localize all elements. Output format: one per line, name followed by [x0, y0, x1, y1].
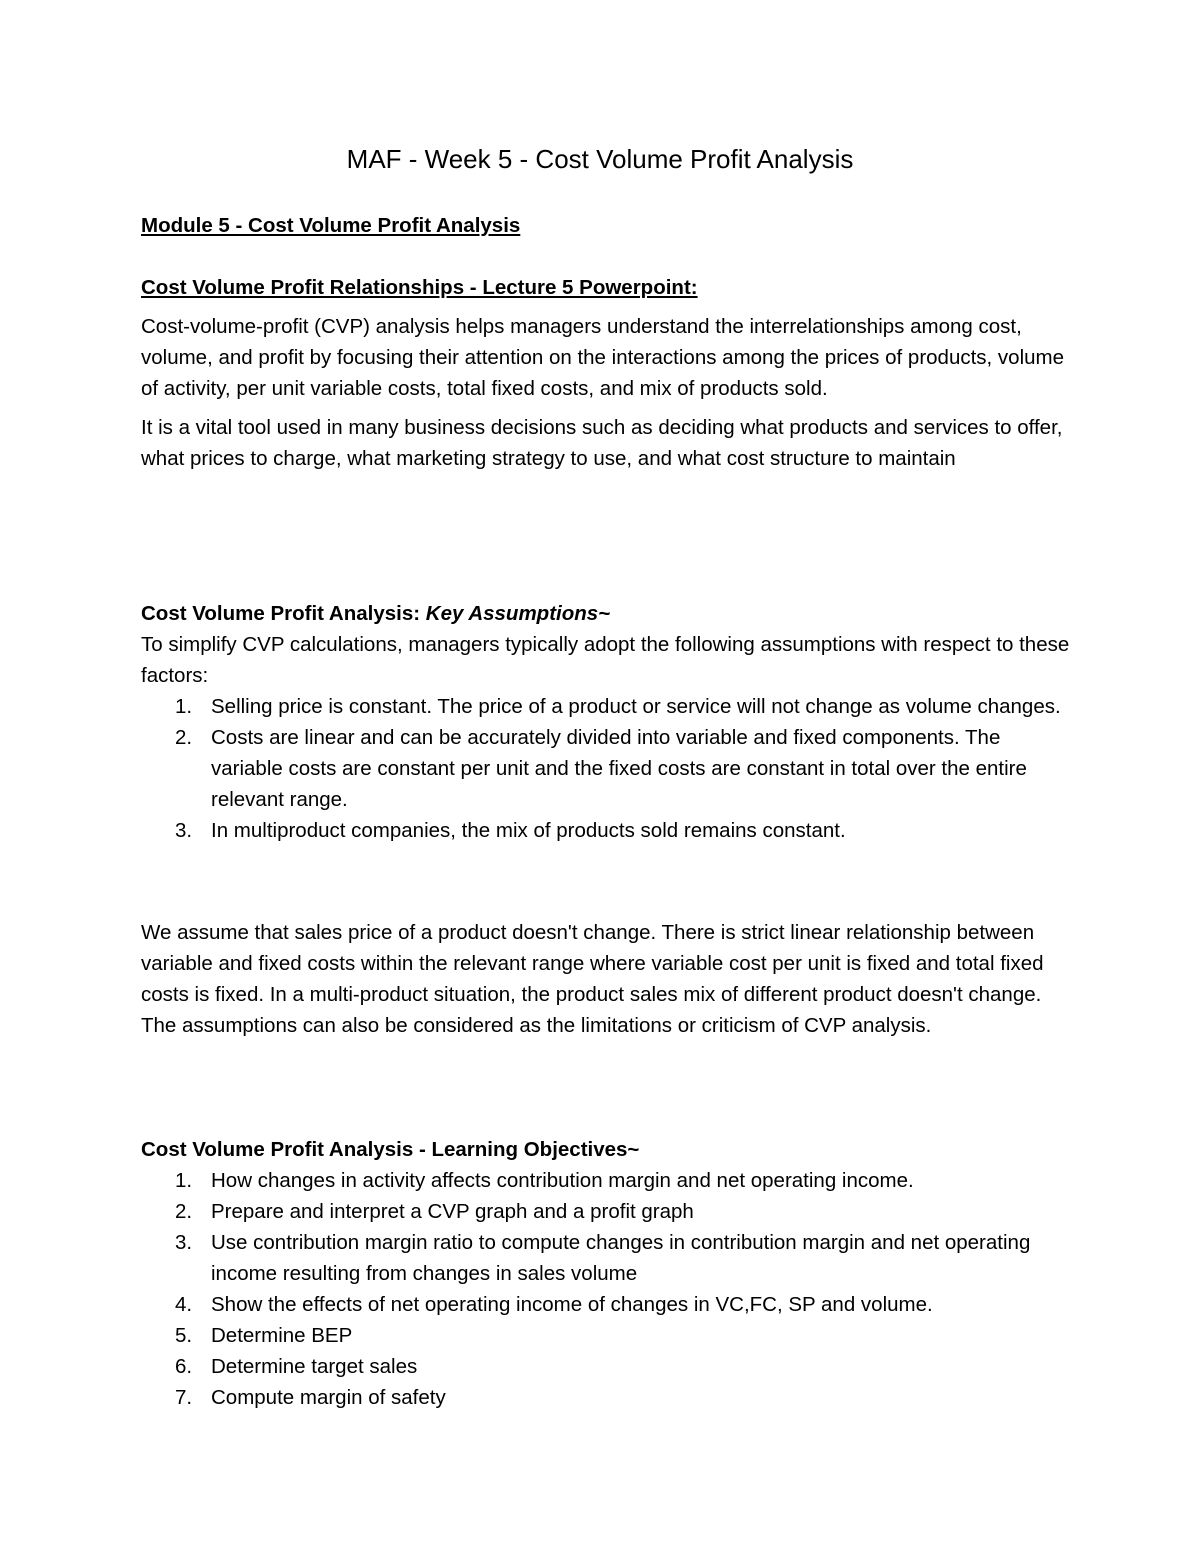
summary-paragraph: We assume that sales price of a product doesn't change. There is strict linear relationship between variable and fixed costs within the relevant range where variable cost per unit is fixed and total fixed costs is fixed. In a multi-product situation, the product sales mix of different product doesn't change. The assumptions can also be considered as the limitations or criticism of CVP analysis. — [141, 921, 1044, 1037]
document-title: MAF - Week 5 - Cost Volume Profit Analysis — [346, 144, 854, 174]
list-item — [141, 1320, 1071, 1351]
module-heading: Module 5 - Cost Volume Profit Analysis — [141, 214, 521, 237]
list-item-text: Selling price is constant. The price of a product or service will not change as volume changes. — [211, 695, 1061, 718]
section-heading-italic: Key Assumptions~ — [425, 602, 611, 625]
list-number: 2. — [175, 1200, 193, 1223]
list-number: 7. — [175, 1386, 193, 1409]
list-item — [141, 815, 1071, 846]
list-item — [141, 1165, 1071, 1196]
list-item — [141, 1289, 1071, 1320]
list-number: 3. — [175, 1231, 193, 1254]
list-item — [141, 1196, 1071, 1227]
list-item-text: Determine target sales — [211, 1355, 418, 1378]
list-item-text: How changes in activity affects contribution margin and net operating income. — [211, 1169, 914, 1192]
list-number: 6. — [175, 1355, 193, 1378]
section-cvp-relationships — [141, 272, 1071, 474]
section-heading-plain: Cost Volume Profit Analysis: — [141, 602, 426, 625]
assumptions-list — [141, 691, 1071, 846]
list-item — [141, 1382, 1071, 1413]
list-item-text: Prepare and interpret a CVP graph and a profit graph — [211, 1200, 694, 1223]
list-item-text: Use contribution margin ratio to compute changes in contribution margin and net operating income resulting from changes in sales volume — [211, 1231, 1031, 1285]
section-key-assumptions — [141, 598, 1071, 846]
list-item — [141, 691, 1071, 722]
list-item-text: Determine BEP — [211, 1324, 353, 1347]
list-number: 5. — [175, 1324, 193, 1347]
section-learning-objectives — [141, 1134, 1071, 1413]
list-item-text: Costs are linear and can be accurately divided into variable and fixed components. The variable costs are constant per unit and the fixed costs are constant in total over the entire relevant range. — [211, 726, 1027, 811]
list-number: 3. — [175, 819, 193, 842]
list-item-text: In multiproduct companies, the mix of products sold remains constant. — [211, 819, 846, 842]
list-item-text: Compute margin of safety — [211, 1386, 446, 1409]
paragraph: It is a vital tool used in many business decisions such as deciding what products and services to offer, what prices to charge, what marketing strategy to use, and what cost structure to maintain — [141, 416, 1063, 470]
paragraph: To simplify CVP calculations, managers typically adopt the following assumptions with respect to these factors: — [141, 633, 1070, 687]
list-number: 1. — [175, 695, 193, 718]
list-item — [141, 722, 1071, 815]
list-number: 2. — [175, 726, 193, 749]
objectives-list — [141, 1165, 1071, 1413]
section-heading: Cost Volume Profit Analysis - Learning Objectives~ — [141, 1138, 640, 1161]
paragraph: Cost-volume-profit (CVP) analysis helps managers understand the interrelationships among cost, volume, and profit by focusing their attention on the interactions among the prices of products, volume of activity, per unit variable costs, total fixed costs, and mix of products sold. — [141, 315, 1065, 400]
list-item — [141, 1227, 1071, 1289]
list-number: 1. — [175, 1169, 193, 1192]
section-heading: Cost Volume Profit Relationships - Lecture 5 Powerpoint: — [141, 276, 698, 299]
list-number: 4. — [175, 1293, 193, 1316]
section-heading — [141, 598, 1071, 629]
list-item-text: Show the effects of net operating income of changes in VC,FC, SP and volume. — [211, 1293, 933, 1316]
list-item — [141, 1351, 1071, 1382]
